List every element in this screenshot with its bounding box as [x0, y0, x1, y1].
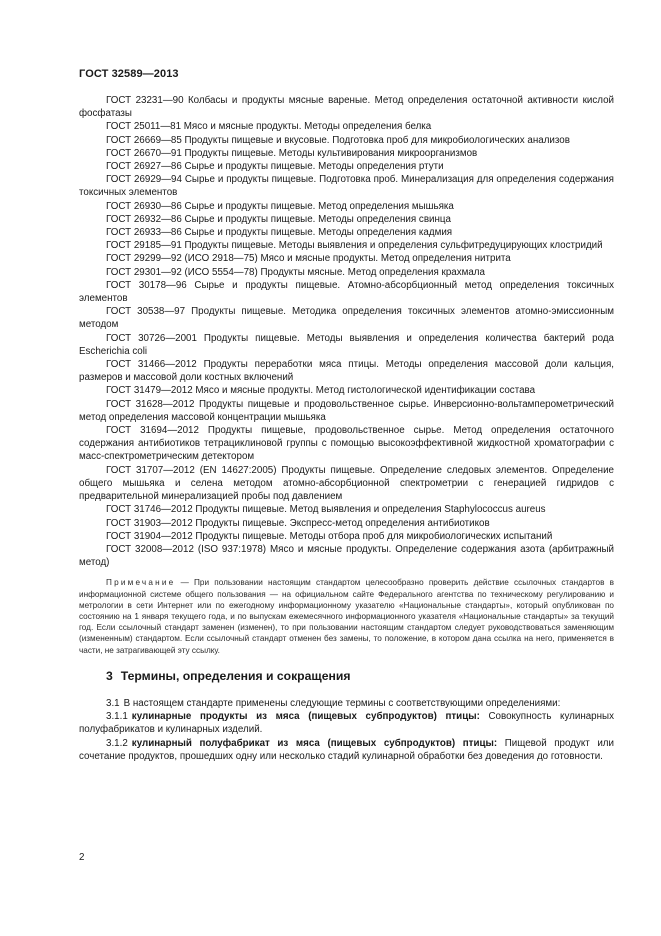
reference-item: ГОСТ 29301—92 (ИСО 5554—78) Продукты мясные. Метод определения крахмала — [106, 266, 485, 278]
reference-item: ГОСТ 31628—2012 Продукты пищевые и продовольственное сырье. Инверсионно-вольтамперометрический метод определения массовой концентрации мышьяка — [79, 398, 614, 423]
reference-item: ГОСТ 29299—92 (ИСО 2918—75) Мясо и мясные продукты. Метод определения нитрита — [106, 253, 511, 265]
reference-item: ГОСТ 26930—86 Сырье и продукты пищевые. Метод определения мышьяка — [106, 200, 454, 212]
reference-item: ГОСТ 26929—94 Сырье и продукты пищевые. Подготовка проб. Минерализация для определения содержания токсичных элементов — [79, 174, 614, 199]
reference-item: ГОСТ 31466—2012 Продукты переработки мяса птицы. Методы определения массовой доли кальция, размеров и массовой доли костных включений — [79, 359, 614, 384]
term-definition: Пищевой продукт или сочетание продуктов, прошедших одну или несколько стадий кулинарной обработки без доведения до готовности. — [79, 737, 614, 762]
reference-item: ГОСТ 26932—86 Сырье и продукты пищевые. Методы определения свинца — [106, 213, 451, 225]
section-title: Термины, определения и сокращения — [120, 668, 351, 683]
reference-item: ГОСТ 26669—85 Продукты пищевые и вкусовые. Подготовка проб для микробиологических анализов — [106, 134, 570, 146]
normative-references-list — [79, 94, 614, 569]
term-definition: Совокупность кулинарных полуфабрикатов и кулинарных изделий. — [79, 711, 614, 736]
clause-text: В настоящем стандарте применены следующие термины с соответствующими определениями: — [123, 697, 561, 709]
clause-number: 3.1 — [106, 697, 120, 709]
section-number: 3 — [106, 668, 113, 683]
reference-item: ГОСТ 26670—91 Продукты пищевые. Методы культивирования микроорганизмов — [106, 147, 478, 159]
section-heading — [106, 670, 614, 683]
clause-3-1 — [79, 697, 614, 710]
term-number: 3.1.2 — [106, 737, 128, 749]
page-header: ГОСТ 32589—2013 — [79, 68, 179, 80]
document-body — [79, 94, 614, 763]
page-number: 2 — [79, 852, 85, 863]
reference-item: ГОСТ 31707—2012 (EN 14627:2005) Продукты пищевые. Определение следовых элементов. Определение общего мышьяка и селена методом атомно-абсорбционной спектрометрии с генерацией гидридов с предварительной минерализацией пробы под давлением — [79, 464, 614, 503]
reference-item: ГОСТ 26927—86 Сырье и продукты пищевые. Методы определения ртути — [106, 161, 444, 173]
term-3-1-2 — [79, 737, 614, 763]
reference-item: ГОСТ 31903—2012 Продукты пищевые. Экспресс-метод определения антибиотиков — [106, 517, 490, 529]
reference-item: ГОСТ 25011—81 Мясо и мясные продукты. Методы определения белка — [106, 121, 432, 133]
reference-item: ГОСТ 31479—2012 Мясо и мясные продукты. Метод гистологической идентификации состава — [106, 385, 536, 397]
reference-item: ГОСТ 30538—97 Продукты пищевые. Методика определения токсичных элементов атомно-эмиссионным методом — [79, 306, 614, 331]
reference-item: ГОСТ 30726—2001 Продукты пищевые. Методы выявления и определения количества бактерий рода Escherichia coli — [79, 332, 614, 357]
note — [79, 577, 614, 655]
reference-item: ГОСТ 26933—86 Сырье и продукты пищевые. Методы определения кадмия — [106, 227, 453, 239]
term-3-1-1 — [79, 710, 614, 736]
reference-item: ГОСТ 31694—2012 Продукты пищевые, продовольственное сырье. Метод определения остаточного содержания антибиотиков тетрациклиновой группы с помощью высокоэффективной жидкостной хроматографии с масс-спектрометрическим детектором — [79, 425, 614, 463]
reference-item: ГОСТ 29185—91 Продукты пищевые. Методы выявления и определения сульфитредуцирующих клостридий — [106, 240, 603, 252]
reference-item: ГОСТ 31746—2012 Продукты пищевые. Метод выявления и определения Staphylococcus aureus — [106, 504, 546, 516]
note-text: — При пользовании настоящим стандартом целесообразно проверить действие ссылочных стандартов в информационной системе общего пользования — на официальном сайте Федерального агентства по техническому регулированию и метрологии в сети Интернет или по ежегодному информационному указателю «Национальные стандарты», который опубликован по состоянию на 1 января текущего года, и по выпускам ежемесячного информационного указателя «Национальные стандарты» за текущий год. Если ссылочный стандарт заменен (изменен), то при пользовании настоящим стандартом следует руководствоваться заменяющим (измененным) стандартом. Если ссылочный стандарт отменен без замены, то положение, в котором дана ссылка на него, применяется в части, не затрагивающей эту ссылку. — [79, 578, 614, 655]
term-number: 3.1.1 — [106, 711, 128, 723]
note-label: Примечание — [106, 578, 176, 588]
term-name: кулинарный полуфабрикат из мяса (пищевых субпродуктов) птицы: — [131, 737, 498, 749]
reference-item: ГОСТ 32008—2012 (ISO 937:1978) Мясо и мясные продукты. Определение содержания азота (арбитражный метод) — [79, 543, 614, 569]
reference-item: ГОСТ 30178—96 Сырье и продукты пищевые. Атомно-абсорбционный метод определения токсичных элементов — [79, 279, 614, 305]
reference-item: ГОСТ 23231—90 Колбасы и продукты мясные вареные. Метод определения остаточной активности кислой фосфатазы — [79, 95, 614, 120]
term-name: кулинарные продукты из мяса (пищевых субпродуктов) птицы: — [131, 711, 480, 723]
reference-item: ГОСТ 31904—2012 Продукты пищевые. Методы отбора проб для микробиологических испытаний — [106, 530, 553, 542]
